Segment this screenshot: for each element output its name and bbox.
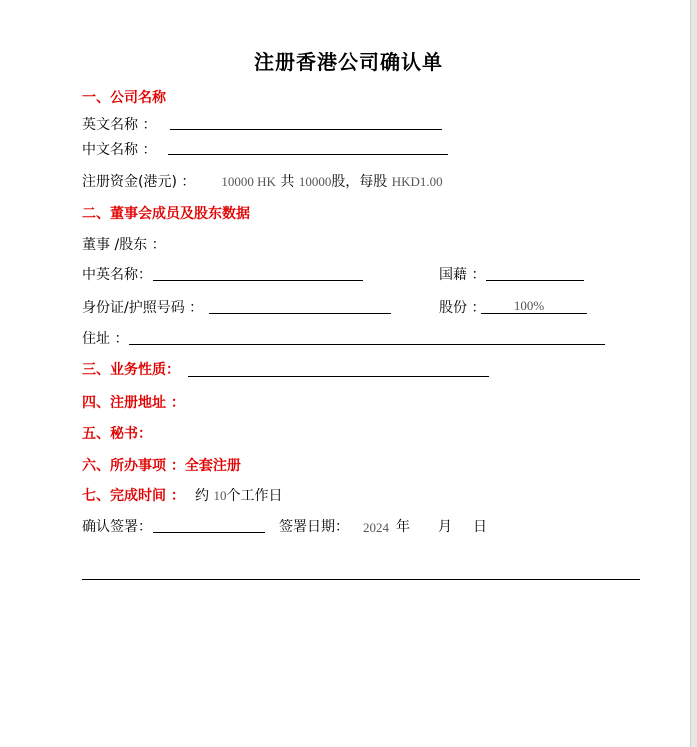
completion-suffix: 个工作日: [226, 488, 283, 504]
english-name-label: 英文名称 ：: [82, 117, 157, 133]
english-name-field[interactable]: [170, 129, 442, 130]
bottom-divider: [82, 579, 640, 580]
shares-value: 100%: [513, 298, 545, 313]
director-name-label: 中英名称：: [82, 267, 152, 283]
completion-prefix: 约: [195, 488, 209, 504]
year-unit: 年: [396, 519, 410, 535]
confirm-signature-field[interactable]: [153, 532, 265, 533]
capital-label: 注册资金(港元) ：: [82, 174, 196, 190]
id-passport-field[interactable]: [209, 313, 391, 314]
capital-shares: 10000: [298, 174, 332, 189]
signature-date-label: 签署日期：: [279, 519, 349, 535]
completion-time-value: [195, 487, 282, 505]
capital-share-word: 共: [280, 174, 295, 190]
completion-days: 10: [213, 488, 227, 503]
registered-capital-row: [82, 173, 443, 191]
address-field[interactable]: [129, 344, 605, 345]
business-nature-field[interactable]: [188, 376, 489, 377]
capital-per-share-label: 股，每股: [331, 174, 388, 190]
capital-amount: 10000 HK: [221, 174, 276, 189]
nationality-field[interactable]: [486, 280, 584, 281]
chinese-name-field[interactable]: [168, 154, 448, 155]
confirm-signature-label: 确认签署：: [82, 519, 152, 535]
address-label: 住址 ：: [82, 331, 129, 347]
page-edge-shadow: [690, 0, 697, 747]
day-unit: 日: [473, 519, 487, 535]
section-registered-address-heading: 四、注册地址 ：: [82, 395, 185, 411]
directors-label: 董事 /股东 ：: [82, 237, 166, 253]
signature-year: 2024: [363, 520, 389, 535]
nationality-label: 国藉 ：: [439, 267, 486, 283]
director-name-field[interactable]: [153, 280, 363, 281]
document-title: 注册香港公司确认单: [254, 50, 443, 74]
id-passport-label: 身份证/护照号码 ：: [82, 300, 204, 316]
section-company-name-heading: 一、公司名称: [82, 90, 166, 106]
section-secretary-heading: 五、秘书：: [82, 426, 152, 442]
capital-per-share-value: HKD1.00: [391, 174, 443, 189]
section-directors-heading: 二、董事会成员及股东数据: [82, 206, 250, 222]
month-unit: 月: [438, 519, 452, 535]
section-services-heading: 六、所办事项 ：全套注册: [82, 458, 241, 474]
shares-label: 股份 ：: [439, 300, 486, 316]
section-business-nature-heading: 三、业务性质：: [82, 362, 180, 378]
chinese-name-label: 中文名称 ：: [82, 142, 157, 158]
section-completion-heading: 七、完成时间 ：: [82, 488, 185, 504]
